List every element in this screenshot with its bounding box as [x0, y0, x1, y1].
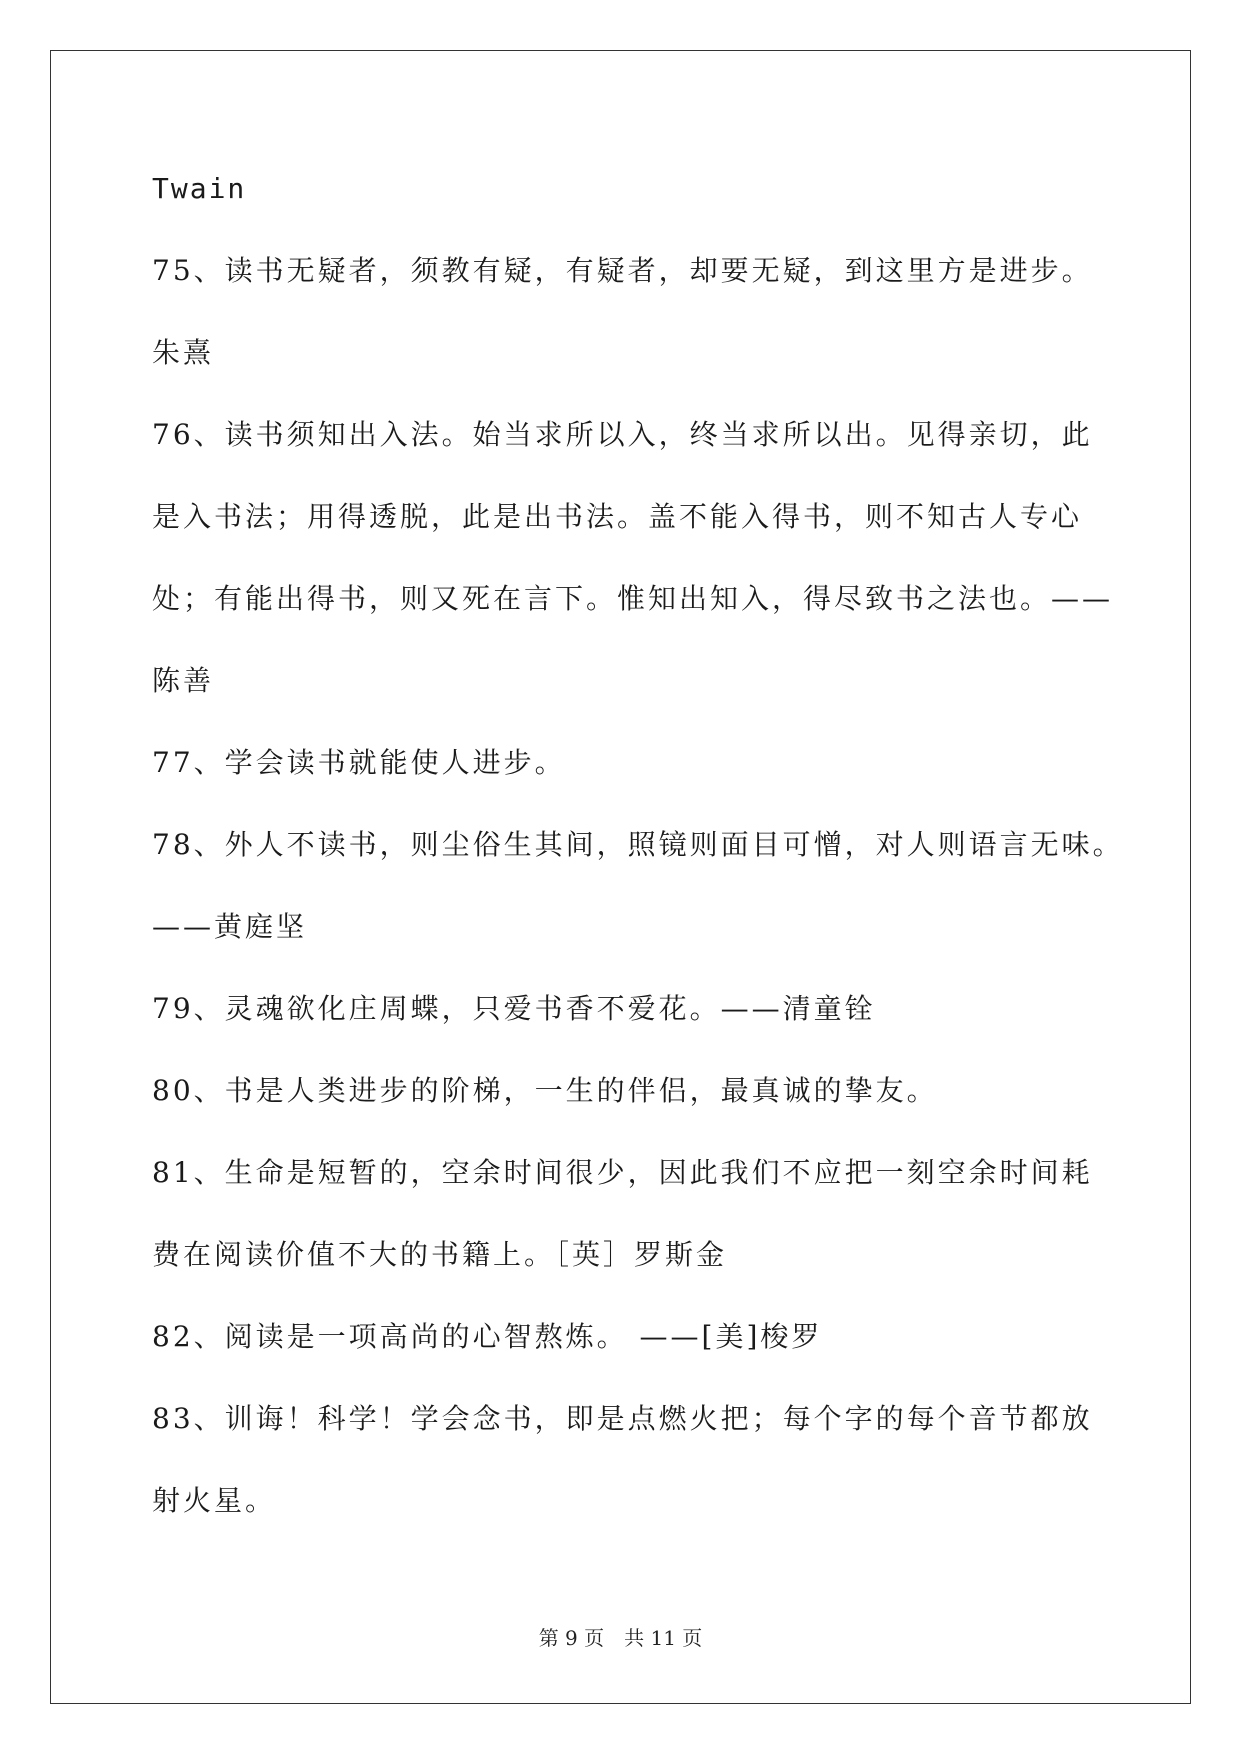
text-line: Twain — [152, 172, 247, 205]
text-line: 朱熹 — [152, 336, 215, 369]
text-line: 77、学会读书就能使人进步。 — [152, 746, 566, 779]
text-line: 79、灵魂欲化庄周蝶，只爱书香不爱花。——清童铨 — [152, 992, 876, 1025]
text-line: 费在阅读价值不大的书籍上。［英］罗斯金 — [152, 1238, 728, 1271]
text-line: 是入书法；用得透脱，此是出书法。盖不能入得书，则不知古人专心 — [152, 500, 1083, 533]
text-line: 射火星。 — [152, 1484, 277, 1517]
text-line: 陈善 — [152, 664, 215, 697]
text-line: 83、训诲！科学！学会念书，即是点燃火把；每个字的每个音节都放 — [152, 1402, 1093, 1435]
text-line: 82、阅读是一项高尚的心智熬炼。 ——[美]梭罗 — [152, 1320, 823, 1353]
text-line: 76、读书须知出入法。始当求所以入，终当求所以出。见得亲切，此 — [152, 418, 1093, 451]
text-line: 78、外人不读书，则尘俗生其间，照镜则面目可憎，对人则语言无味。 — [152, 828, 1124, 861]
page-number-footer: 第 9 页 共 11 页 — [538, 1626, 703, 1650]
text-line: ——黄庭坚 — [152, 910, 308, 943]
document-body — [152, 165, 1124, 1559]
text-line: 75、读书无疑者，须教有疑，有疑者，却要无疑，到这里方是进步。 — [152, 254, 1093, 287]
text-line: 处；有能出得书，则又死在言下。惟知出知入，得尽致书之法也。—— — [152, 582, 1114, 615]
text-line: 80、书是人类进步的阶梯，一生的伴侣，最真诚的挚友。 — [152, 1074, 938, 1107]
text-line: 81、生命是短暂的，空余时间很少，因此我们不应把一刻空余时间耗 — [152, 1156, 1093, 1189]
